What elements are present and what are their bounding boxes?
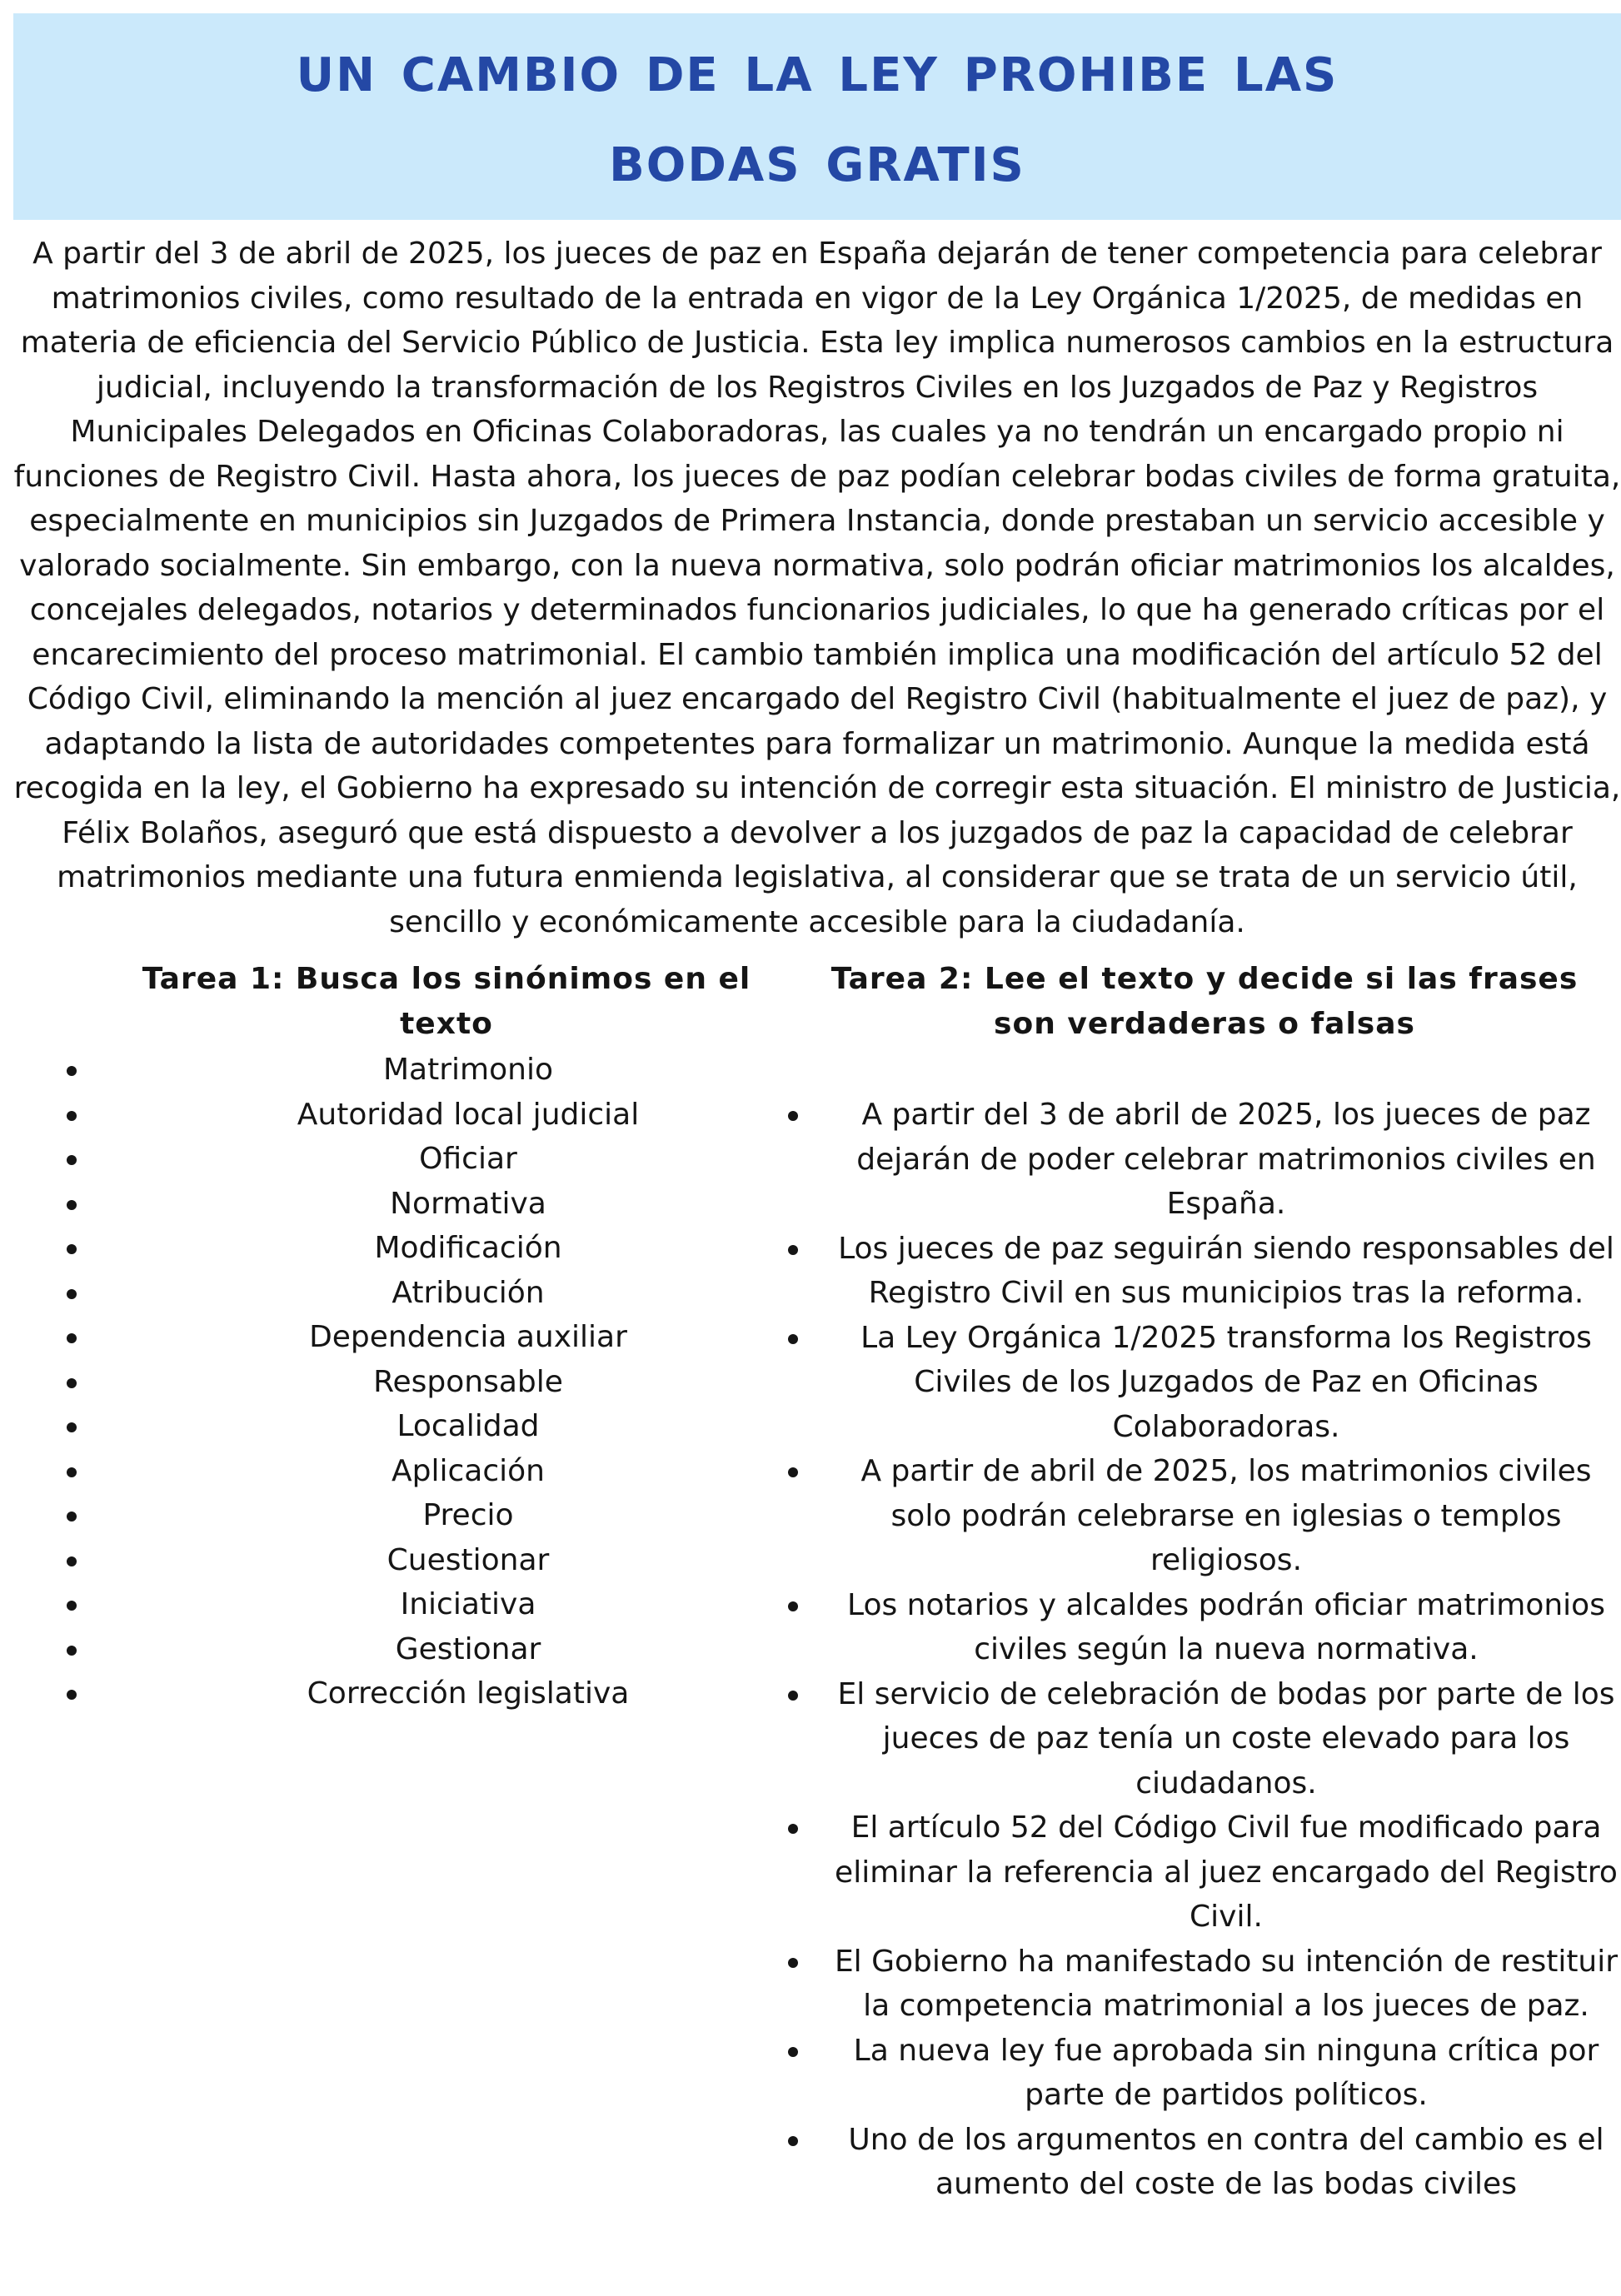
list-item: Modificación — [13, 1226, 846, 1271]
title-line-2: bodas gratis — [609, 119, 1025, 197]
list-item: Uno de los argumentos en contra del cambio es el aumento del coste de las bodas civiles — [788, 2118, 1621, 2207]
list-item: Atribución — [13, 1271, 846, 1316]
list-item: Responsable — [13, 1360, 846, 1405]
true-false-list — [788, 1093, 1621, 2207]
list-item: Precio — [13, 1493, 846, 1538]
list-item: Dependencia auxiliar — [13, 1315, 846, 1360]
list-item: Localidad — [13, 1404, 846, 1449]
page-title — [13, 23, 1621, 203]
list-item: Corrección legislativa — [13, 1671, 846, 1716]
list-item: Normativa — [13, 1182, 846, 1227]
list-item: Aplicación — [13, 1449, 846, 1494]
list-item: Matrimonio — [13, 1048, 846, 1093]
list-item: Autoridad local judicial — [13, 1093, 846, 1138]
list-item: La Ley Orgánica 1/2025 transforma los Registros Civiles de los Juzgados de Paz en Oficinas Colaboradoras. — [788, 1316, 1621, 1450]
list-item: Oficiar — [13, 1137, 846, 1182]
list-item: Los jueces de paz seguirán siendo responsables del Registro Civil en sus municipios tras la reforma. — [788, 1227, 1621, 1316]
list-item: A partir del 3 de abril de 2025, los jueces de paz dejarán de poder celebrar matrimonios civiles en España. — [788, 1093, 1621, 1227]
list-item: El artículo 52 del Código Civil fue modificado para eliminar la referencia al juez encargado del Registro Civil. — [788, 1805, 1621, 1940]
article-paragraph: A partir del 3 de abril de 2025, los jueces de paz en España dejarán de tener competencia para celebrar matrimonios civiles, como resultado de la entrada en vigor de la Ley Orgánica 1/2025, de medidas en materia de eficiencia del Servicio Público de Justicia. Esta ley implica numerosos cambios en la estructura judicial, incluyendo la transformación de los Registros Civiles en los Juzgados de Paz y Registros Municipales Delegados en Oficinas Colaboradoras, las cuales ya no tendrán un encargado propio ni funciones de Registro Civil. Hasta ahora, los jueces de paz podían celebrar bodas civiles de forma gratuita, especialmente en municipios sin Juzgados de Primera Instancia, donde prestaban un servicio accesible y valorado socialmente. Sin embargo, con la nueva normativa, solo podrán oficiar matrimonios los alcaldes, concejales delegados, notarios y determinados funcionarios judiciales, lo que ha generado críticas por el encarecimiento del proceso matrimonial. El cambio también implica una modificación del artículo 52 del Código Civil, eliminando la mención al juez encargado del Registro Civil (habitualmente el juez de paz), y adaptando la lista de autoridades competentes para formalizar un matrimonio. Aunque la medida está recogida en la ley, el Gobierno ha expresado su intención de corregir esta situación. El ministro de Justicia, Félix Bolaños, aseguró que está dispuesto a devolver a los juzgados de paz la capacidad de celebrar matrimonios mediante una futura enmienda legislativa, al considerar que se trata de un servicio útil, sencillo y económicamente accesible para la ciudadanía. — [13, 237, 1621, 939]
list-item: La nueva ley fue aprobada sin ninguna crítica por parte de partidos políticos. — [788, 2029, 1621, 2118]
task1-heading: Tarea 1: Busca los sinónimos en el texto — [142, 962, 751, 1041]
list-item: El Gobierno ha manifestado su intención de restituir la competencia matrimonial a los jueces de paz. — [788, 1940, 1621, 2029]
list-item: A partir de abril de 2025, los matrimonios civiles solo podrán celebrarse en iglesias o templos religiosos. — [788, 1449, 1621, 1583]
title-line-1: un cambio de la ley prohibe las — [296, 29, 1339, 107]
list-item: Iniciativa — [13, 1582, 846, 1627]
list-item: Cuestionar — [13, 1538, 846, 1583]
list-item: Los notarios y alcaldes podrán oficiar matrimonios civiles según la nueva normativa. — [788, 1583, 1621, 1672]
task2-heading: Tarea 2: Lee el texto y decide si las frases son verdaderas o falsas — [830, 962, 1579, 1041]
list-item: Gestionar — [13, 1627, 846, 1672]
list-item: El servicio de celebración de bodas por parte de los jueces de paz tenía un coste elevado para los ciudadanos. — [788, 1672, 1621, 1806]
worksheet-page — [13, 13, 1621, 2296]
title-banner — [13, 13, 1621, 220]
synonym-list — [13, 1048, 846, 1716]
